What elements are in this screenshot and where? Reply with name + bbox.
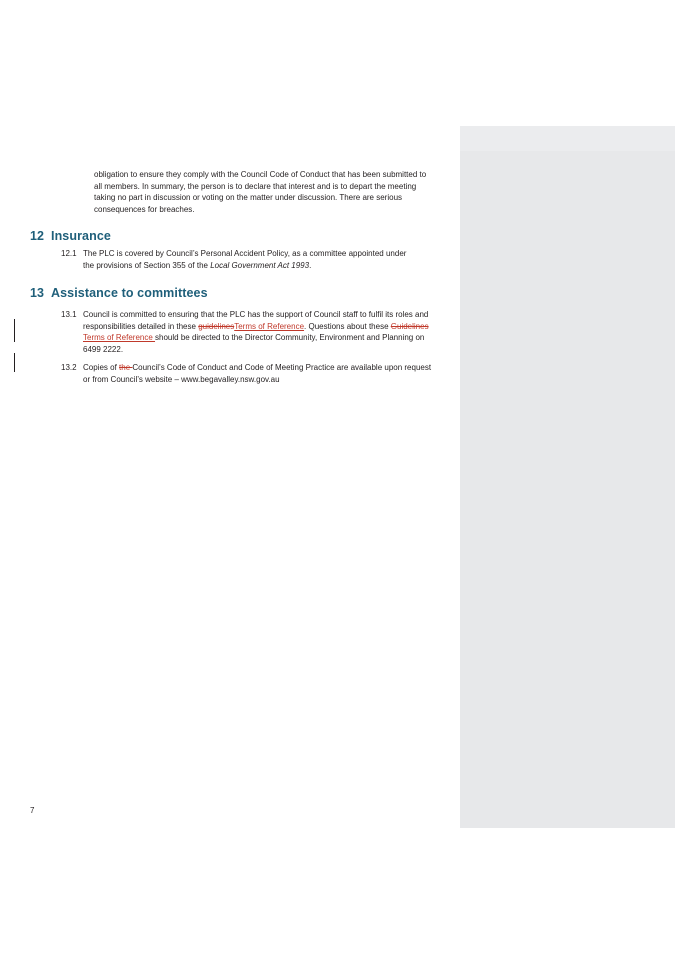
item-13-2-line-1-end: Council’s Code of Conduct and Code of Meeting Practice are available upon request (132, 363, 432, 372)
item-13-1-line-4: 6499 2222. (83, 344, 124, 354)
intro-line-2: all members. In summary, the person is to declare that interest and is to depart the meeting (94, 181, 417, 191)
act-name: Local Government Act 1993 (210, 260, 310, 270)
item-13-2-line-1 (83, 362, 458, 374)
deleted-text: guidelines (198, 321, 235, 331)
section-13-number: 13 (30, 286, 45, 300)
intro-line-3: taking no part in discussion or voting on the matter under discussion. There are serious (94, 193, 403, 203)
item-12-1-text (83, 248, 453, 271)
section-13-heading (30, 286, 208, 301)
item-13-2-number: 13.2 (61, 363, 77, 372)
inserted-text: Terms of Reference (234, 321, 305, 331)
item-13-1-line-3-text: should be directed to the Director Community, Environment and Planning on (155, 333, 425, 343)
inserted-text-2: Terms of Reference (83, 333, 156, 343)
item-12-1-line-2-end: . (309, 260, 312, 270)
item-13-2-line-1-text: Copies of (83, 363, 120, 372)
section-12-heading (30, 229, 111, 244)
item-13-2-text (83, 362, 458, 385)
item-13-1-line-2-mid: . Questions about these (304, 321, 391, 331)
deleted-text-3: the (119, 363, 133, 372)
item-13-1-text (83, 309, 458, 355)
item-13-1-line-3 (83, 332, 458, 344)
item-12-1-number: 12.1 (61, 249, 77, 258)
item-12-1-line-2-text: the provisions of Section 355 of the (83, 260, 211, 270)
page-number: 7 (30, 806, 35, 815)
comment-pane (460, 126, 675, 828)
change-bar-2 (14, 353, 15, 372)
intro-line-4: consequences for breaches. (94, 204, 195, 214)
item-12-1-line-1: The PLC is covered by Council’s Personal Accident Policy, as a committee appointed under (83, 249, 407, 258)
item-13-1-line-2-text: responsibilities detailed in these (83, 321, 199, 331)
deleted-text-2: Guidelines (390, 321, 429, 331)
intro-line-1: obligation to ensure they comply with the Council Code of Conduct that has been submitted to (94, 170, 427, 179)
item-13-1-number: 13.1 (61, 310, 77, 319)
intro-paragraph (94, 169, 454, 215)
item-13-1-line-2 (83, 321, 458, 333)
change-bar-1 (14, 319, 15, 342)
section-12-title: Insurance (51, 229, 111, 243)
item-12-1-line-2 (83, 260, 453, 272)
comment-pane-header (460, 126, 675, 151)
section-13-title: Assistance to committees (51, 286, 208, 300)
section-12-number: 12 (30, 229, 45, 243)
item-13-2-line-2: or from Council’s website – www.begavalley.nsw.gov.au (83, 374, 280, 384)
item-13-1-line-1: Council is committed to ensuring that the PLC has the support of Council staff to fulfil its roles and (83, 310, 429, 319)
